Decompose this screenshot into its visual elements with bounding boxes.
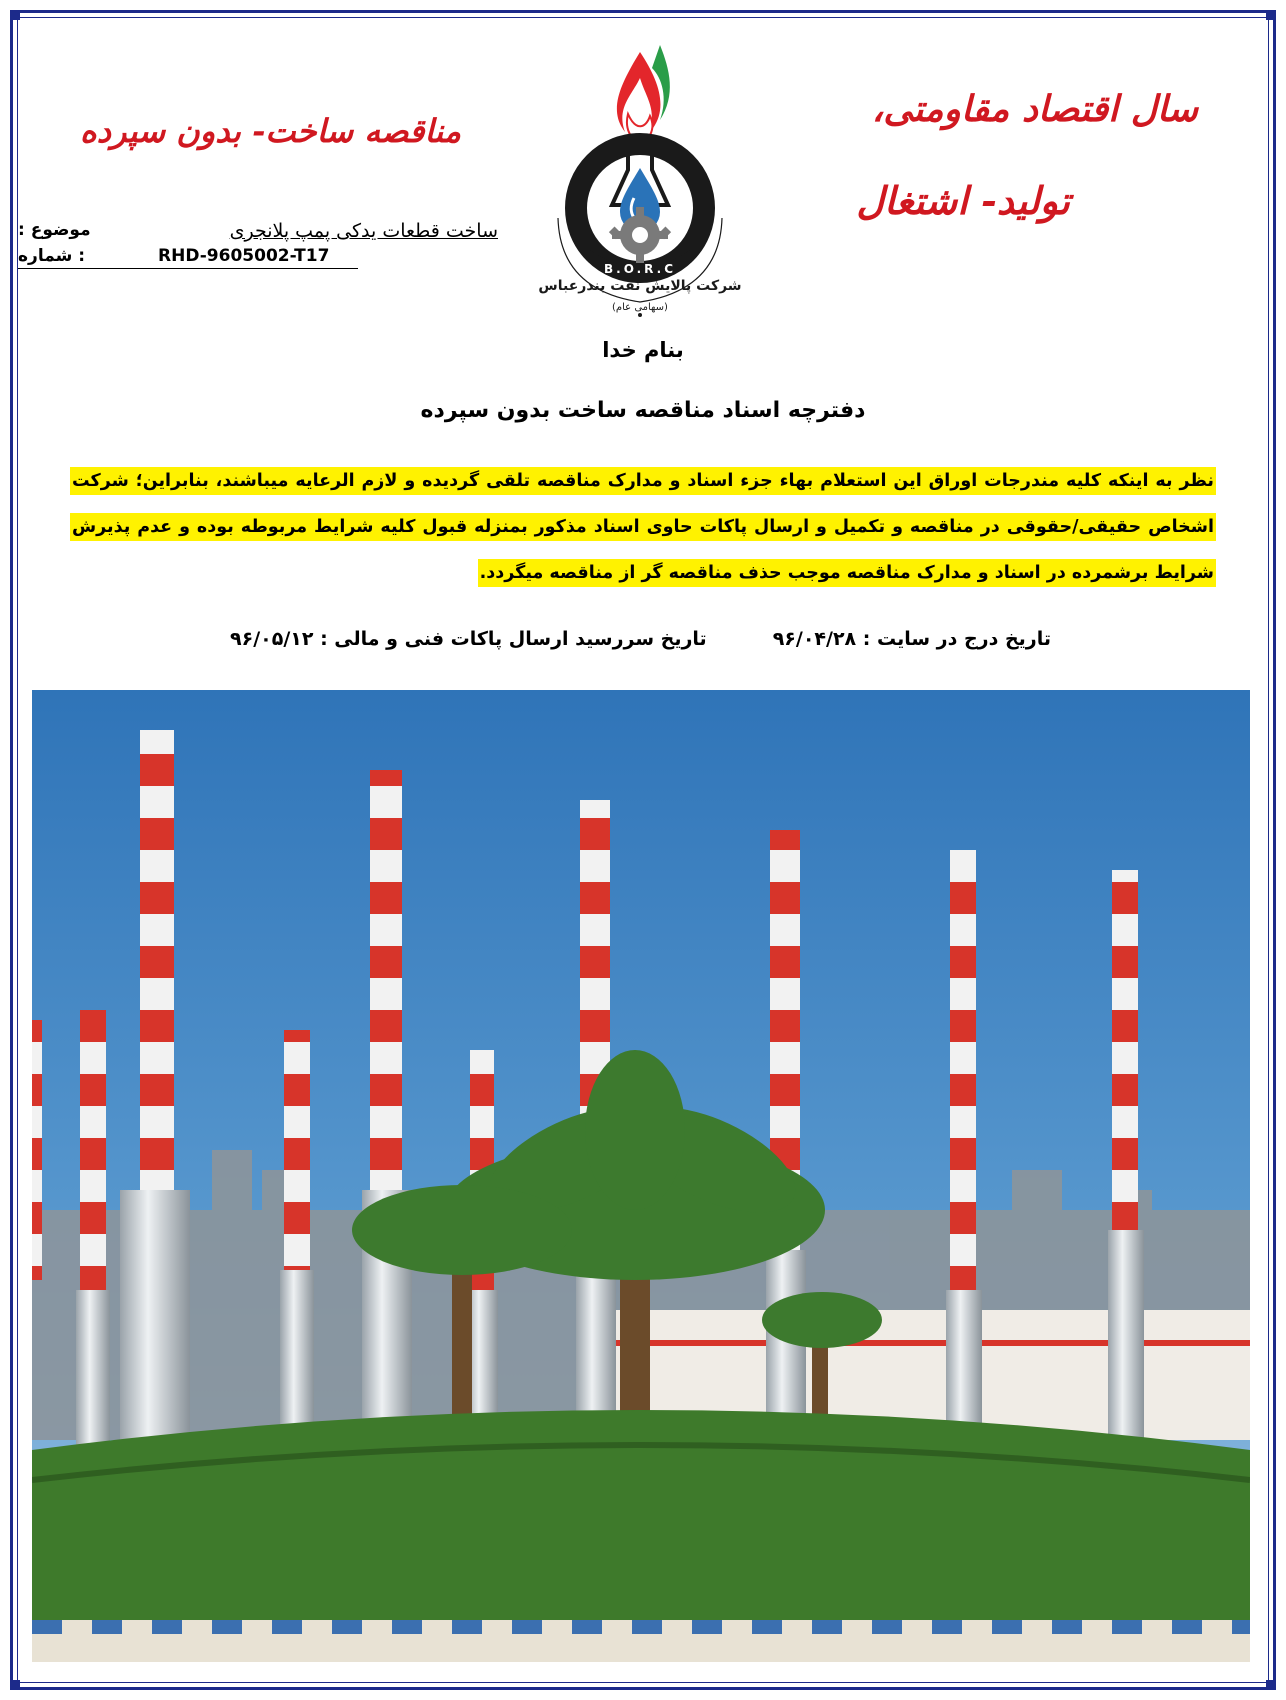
deadline-date: تاریخ سررسید ارسال پاکات فنی و مالی : ۹۶/۰۵/۱۲ [230, 628, 707, 650]
company-logo [520, 40, 760, 320]
corner-ornament [10, 1680, 20, 1690]
number-row [18, 246, 358, 269]
corner-ornament [10, 10, 20, 20]
logo-company-type: (سهامی عام) [612, 302, 668, 313]
number-label: : شماره [18, 246, 86, 266]
notice-text: نظر به اینکه کلیه مندرجات اوراق این استعلام بهاء جزء اسناد و مدارک مناقصه تلقی گردیده و لازم الرعایه میباشند، بنابراین؛ شرکت اشخاص حقیقی/حقوقی در مناقصه و تکمیل و ارسال پاکات حاوی اسناد مذکور بمنزله قبول کلیه شرایط مربوطه بوده و عدم پذیرش شرایط برشمرده در اسناد و مدارک مناقصه موجب حذف مناقصه گر از مناقصه میگردد. [70, 467, 1216, 587]
refinery-photo-illustration [32, 690, 1250, 1662]
subject-value: ساخت قطعات یدکی پمپ پلانجری [229, 220, 498, 242]
corner-ornament [1266, 1680, 1276, 1690]
slogan-economy: سال اقتصاد مقاومتی، [871, 88, 1198, 130]
subject-label: موضوع : [18, 220, 91, 240]
posting-date: تاریخ درج در سایت : ۹۶/۰۴/۲۸ [772, 628, 1051, 650]
corner-ornament [1266, 10, 1276, 20]
number-value: RHD-9605002-T17 [158, 246, 330, 266]
slogan-production: تولید- اشتغال [856, 178, 1070, 223]
document-title: دفترچه اسناد مناقصه ساخت بدون سپرده [420, 398, 866, 423]
refinery-photo [32, 690, 1250, 1662]
logo-brand-letters: B.O.R.C [603, 262, 677, 276]
notice-paragraph [70, 458, 1216, 596]
invocation-heading: بنام خدا [602, 338, 684, 362]
tender-type-heading: مناقصه ساخت- بدون سپرده [80, 112, 462, 150]
logo-company-name: شرکت پالایش نفت بندرعباس [538, 278, 742, 294]
